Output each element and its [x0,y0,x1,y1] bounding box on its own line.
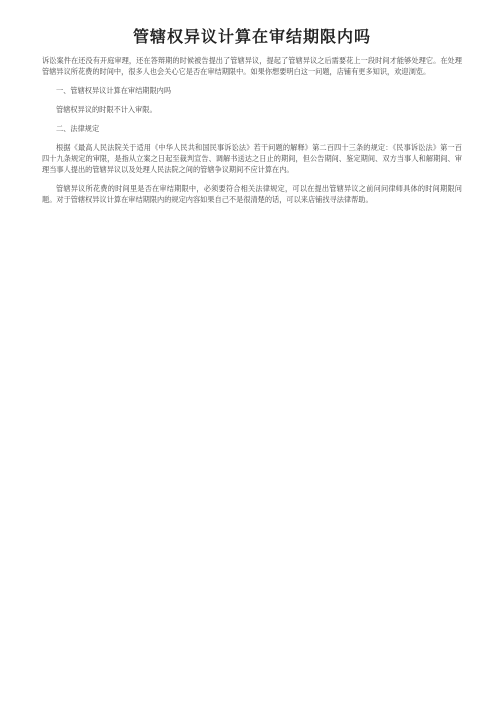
document-body [42,55,462,213]
document-title: 管辖权异议计算在审结期限内吗 [132,27,371,46]
answer-paragraph: 管辖权异议的时限不计入审限。 [56,105,157,114]
law-paragraph: 根据《最高人民法院关于适用《中华人民共和国民事诉讼法》若干问题的解释》第二百四十三条的规定：《民事诉讼法》第一百四十九条规定的审限，是指从立案之日起至裁判宣告、调解书送达之日止的期间，但公告期间、鉴定期间、双方当事人和解期间、审理当事人提出的管辖异议以及处理人民法院之间的管辖争议期间不应计算在内。 [42,143,462,174]
section-heading-2: 二、法律规定 [56,124,100,133]
section-heading-1: 一、管辖权异议计算在审结期限内吗 [56,86,172,95]
conclusion-paragraph: 管辖异议所花费的时间里是否在审结期限中，必须要符合相关法律规定，可以在提出管辖异议之前问问律师具体的时间期限问题。对于管辖权异议计算在审结期限内的规定内容如果自己不是很清楚的话，可以来店铺找寻法律帮助。 [42,184,462,204]
intro-paragraph: 诉讼案件在还没有开庭审理，还在答辩期的时候被告提出了管辖异议，提起了管辖异议之后需要花上一段时间才能够处理它。在处理管辖异议所花费的时间中，很多人也会关心它是否在审结期限中。如果你想要明白这一问题，店铺有更多知识，欢迎浏览。 [42,56,462,76]
